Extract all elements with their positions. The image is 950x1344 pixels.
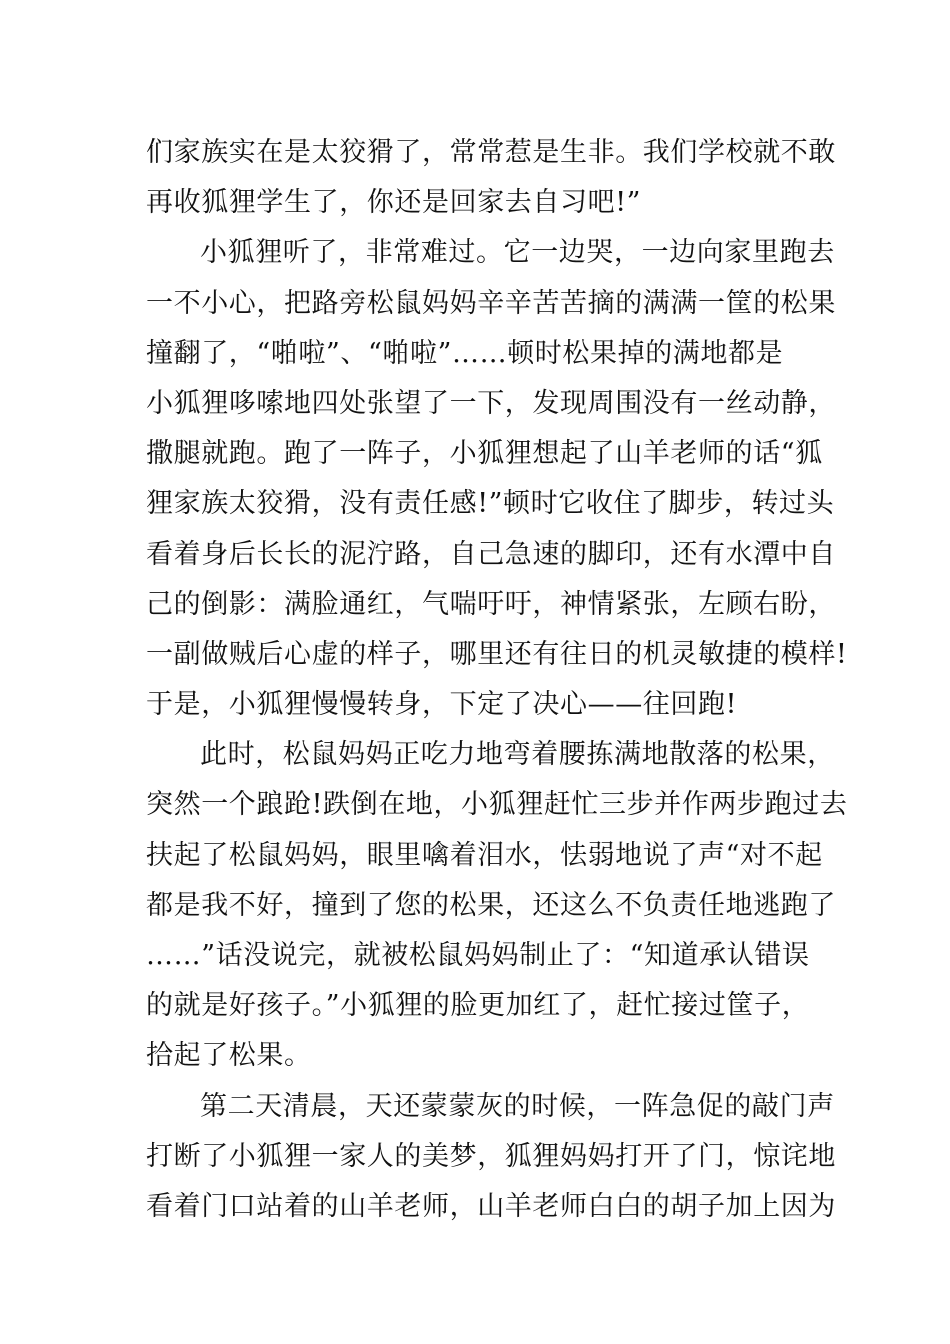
story-text	[146, 128, 848, 1232]
text-line: 第二天清晨，天还蒙蒙灰的时候，一阵急促的敲门声	[200, 1090, 835, 1122]
text-line: 狸家族太狡猾，没有责任感!”顿时它收住了脚步，转过头	[146, 488, 835, 520]
text-line: 看着身后长长的泥泞路，自己急速的脚印，还有水潭中自	[146, 538, 836, 570]
text-line: 小狐狸哆嗦地四处张望了一下，发现周围没有一丝动静，	[146, 387, 836, 419]
text-line: 小狐狸听了，非常难过。它一边哭，一边向家里跑去	[200, 237, 835, 269]
text-line: 己的倒影：满脸通红，气喘吁吁，神情紧张，左顾右盼，	[146, 588, 836, 620]
text-line: 一副做贼后心虚的样子，哪里还有往日的机灵敏捷的模样!	[146, 638, 848, 670]
text-line: 都是我不好，撞到了您的松果，还这么不负责任地逃跑了	[146, 889, 836, 921]
text-line: 此时，松鼠妈妈正吃力地弯着腰拣满地散落的松果，	[200, 739, 835, 771]
text-line: 撞翻了，“啪啦”、“啪啦”……顿时松果掉的满地都是	[146, 337, 784, 369]
text-line: 突然一个踉跄!跌倒在地，小狐狸赶忙三步并作两步跑过去	[146, 789, 848, 821]
text-line: 撒腿就跑。跑了一阵子，小狐狸想起了山羊老师的话“狐	[146, 438, 823, 470]
text-line: ……”话没说完，就被松鼠妈妈制止了：“知道承认错误	[146, 940, 810, 971]
text-line: 于是，小狐狸慢慢转身，下定了决心——往回跑!	[146, 689, 738, 721]
text-line: 们家族实在是太狡猾了，常常惹是生非。我们学校就不敢	[146, 137, 836, 168]
text-line: 的就是好孩子。”小狐狸的脸更加红了，赶忙接过筐子，	[146, 990, 810, 1022]
text-line: 一不小心，把路旁松鼠妈妈辛辛苦苦摘的满满一筐的松果	[146, 287, 836, 319]
text-line: 扶起了松鼠妈妈，眼里噙着泪水，怯弱地说了声“对不起	[146, 839, 823, 871]
text-line: 再收狐狸学生了，你还是回家去自习吧!”	[146, 187, 642, 219]
text-line: 打断了小狐狸一家人的美梦，狐狸妈妈打开了门，惊诧地	[146, 1140, 836, 1172]
text-line: 看着门口站着的山羊老师，山羊老师白白的胡子加上因为	[146, 1190, 836, 1222]
text-line: 拾起了松果。	[146, 1040, 312, 1072]
